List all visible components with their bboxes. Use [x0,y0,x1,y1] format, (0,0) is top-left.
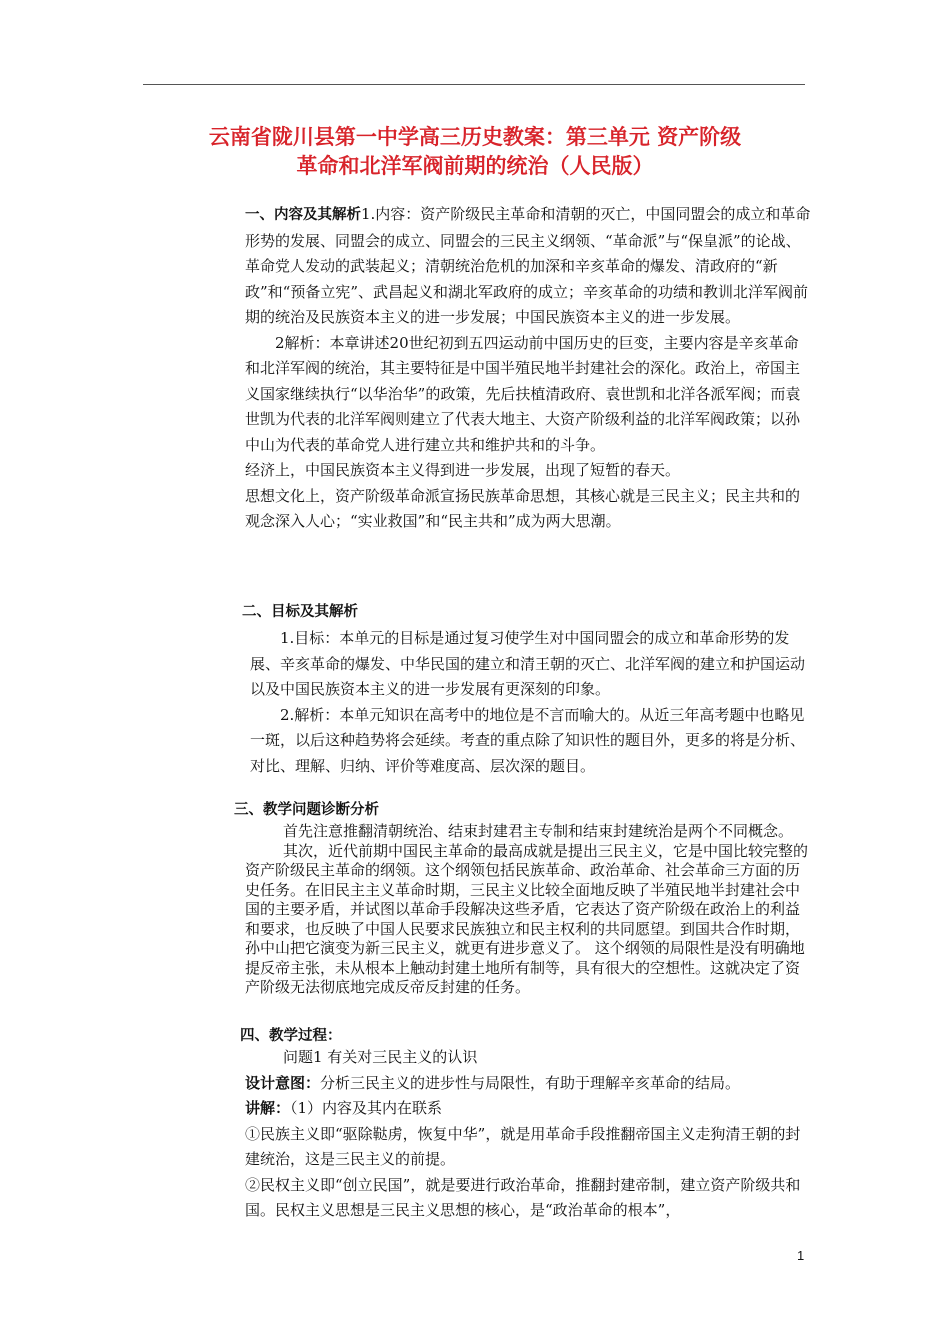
section-1-text: 1.内容：资产阶级民主革命和清朝的灭亡，中国同盟会的成立和革命形势的发展、同盟会的成立、同盟会的三民主义纲领、“革命派”与“保皇派”的论战、革命党人发动的武装起义；清朝统治危机的加深和辛亥革命的爆发、清政府的“新政”和“预备立宪”、武昌起义和湖北军政府的成立；辛亥革命的功绩和教训北洋军阀前期的统治及民族资本主义的进一步发展；中国民族资本主义的进一步发展。 [245,205,811,326]
section-3-para-2: 其次，近代前期中国民主革命的最高成就是提出三民主义，它是中国比较完整的资产阶级民主革命的纲领。这个纲领包括民族革命、政治革命、社会革命三方面的历史任务。在旧民主主义革命时期，三民主义比较全面地反映了半殖民地半封建社会中国的主要矛盾，并试图以革命手段解决这些矛盾，它表达了资产阶级在政治上的利益和要求，也反映了中国人民要求民族独立和民主权利的共同愿望。到国共合作时期，孙中山把它演变为新三民主义，就更有进步意义了。 这个纲领的局限性是没有明确地提反帝主张，未从根本上触动封建土地所有制等，具有很大的空想性。这就决定了资产阶级无法彻底地完成反帝反封建的任务。 [245,841,809,996]
section-4 [245,1045,812,1224]
section-1 [245,202,812,535]
header-rule [143,84,805,85]
section-1-analysis: 2解析：本章讲述20世纪初到五四运动前中国历史的巨变，主要内容是辛亥革命和北洋军阀的统治，其主要特征是中国半殖民地半封建社会的深化。政治上，帝国主义国家继续执行“以华治华”的政策，先后扶植清政府、袁世凯和北洋各派军阀；而袁世凯为代表的北洋军阀则建立了代表大地主、大资产阶级利益的北洋军阀政策；以孙中山为代表的革命党人进行建立共和维护共和的斗争。 [245,333,801,454]
section-3-para-1: 首先注意推翻清朝统治、结束封建君主专制和结束封建统治是两个不同概念。 [283,822,794,840]
section-4-item-2: ②民权主义即“创立民国”，就是要进行政治革命，推翻封建帝制，建立资产阶级共和国。民权主义思想是三民主义思想的核心，是“政治革命的根本”， [245,1175,801,1219]
section-4-heading: 四、教学过程： [240,1028,342,1044]
design-text: 分析三民主义的进步性与局限性，有助于理解辛亥革命的结局。 [320,1073,741,1092]
section-4-item-1: ①民族主义即“驱除鞑虏，恢复中华”，就是用革命手段推翻帝国主义走狗清王朝的封建统治，这是三民主义的前提。 [245,1124,801,1168]
section-2-heading: 二、目标及其解析 [242,604,358,620]
design-label: 设计意图： [245,1073,321,1092]
section-1-content [245,202,812,331]
section-3 [245,822,812,998]
section-1-economy: 经济上，中国民族资本主义得到进一步发展，出现了短暂的春天。 [245,461,681,479]
title-line-1: 云南省陇川县第一中学高三历史教案：第三单元 资产阶级 [208,125,742,149]
explain-label: 讲解： [245,1099,291,1117]
section-2-goal: 1.目标：本单元的目标是通过复习使学生对中国同盟会的成立和革命形势的发展、辛亥革命的爆发、中华民国的建立和清王朝的灭亡、北洋军阀的建立和护国运动以及中国民族资本主义的进一步发展有更深刻的印象。 [250,629,806,698]
explain-text: （1）内容及其内在联系 [290,1099,443,1117]
section-4-problem: 问题1 有关对三民主义的认识 [283,1048,478,1066]
section-3-heading: 三、教学问题诊断分析 [234,802,379,818]
section-4-design [245,1071,812,1097]
section-2-analysis: 2.解析：本单元知识在高考中的地位是不言而喻大的。从近三年高考题中也略见一斑，以后这种趋势将会延续。考查的重点除了知识性的题目外，更多的将是分析、对比、理解、归纳、评价等难度高、层次深的题目。 [250,705,806,775]
section-1-culture: 思想文化上，资产阶级革命派宣扬民族革命思想，其核心就是三民主义；民主共和的观念深入人心；“实业救国”和“民主共和”成为两大思潮。 [245,486,801,530]
section-1-heading: 一、内容及其解析 [245,207,361,223]
section-2 [250,626,812,779]
document-title [150,123,800,181]
section-4-explain [245,1096,812,1122]
page-number: 1 [797,1248,805,1263]
title-line-2: 革命和北洋军阀前期的统治（人民版） [296,154,654,178]
